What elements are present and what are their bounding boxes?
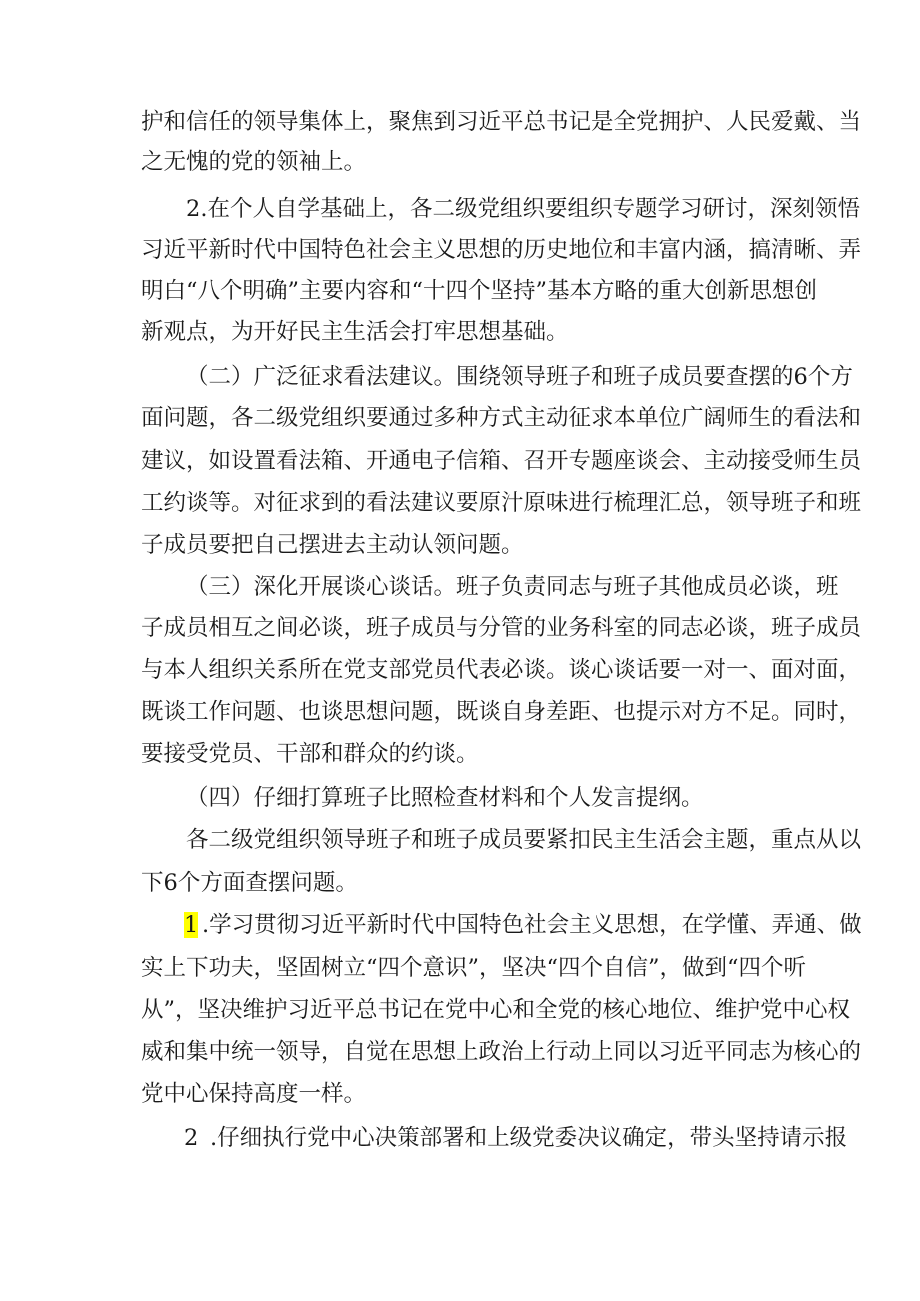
paragraph-first-line: 2.在个人自学基础上，各二级党组织要组织专题学习研讨，深刻领悟 xyxy=(186,196,860,222)
list-number-highlighted xyxy=(184,910,202,940)
highlight-mark: 1 xyxy=(184,912,199,938)
text-line: 从”，坚决维护习近平总书记在党中心和全党的核心地位、维护党中心权 xyxy=(141,997,851,1023)
text-line: 习近平新时代中国特色社会主义思想的历史地位和丰富内涵，搞清晰、弄 xyxy=(141,237,862,263)
text-line: 工约谈等。对征求到的看法建议要原汁原味进行梳理汇总，领导班子和班 xyxy=(141,490,862,516)
text-line: 子成员要把自己摆进去主动认领问题。 xyxy=(141,532,524,558)
section-heading: （四）仔细打算班子比照检查材料和个人发言提纲。 xyxy=(186,785,704,811)
text-line: 既谈工作问题、也谈思想问题，既谈自身差距、也提示对方不足。同时， xyxy=(141,699,862,725)
text-line: 护和信任的领导集体上，聚焦到习近平总书记是全党拥护、人民爱戴、当 xyxy=(141,109,862,135)
text-line: 威和集中统一领导，自觉在思想上政治上行动上同以习近平同志为核心的 xyxy=(141,1039,862,1065)
text-line: 面问题，各二级党组织要通过多种方式主动征求本单位广阔师生的看法和 xyxy=(141,405,862,431)
text-line: 实上下功夫，坚固树立“四个意识”，坚决“四个自信”，做到“四个听 xyxy=(141,955,807,981)
text-line: 党中心保持高度一样。 xyxy=(141,1081,367,1107)
text-line: 建议，如设置看法箱、开通电子信箱、召开专题座谈会、主动接受师生员 xyxy=(141,448,862,474)
paragraph-first-line: .仔细执行党中心决策部署和上级党委决议确定，带头坚持请示报 xyxy=(210,1125,848,1151)
text-line: 新观点，为开好民主生活会打牢思想基础。 xyxy=(141,319,569,345)
text-line: 下6个方面查摆问题。 xyxy=(141,870,358,896)
paragraph-first-line: （二）广泛征求看法建议。围绕领导班子和班子成员要查摆的6个方 xyxy=(186,364,853,390)
text-line: 子成员相互之间必谈，班子成员与分管的业务科室的同志必谈，班子成员 xyxy=(141,615,862,641)
paragraph-first-line: 各二级党组织领导班子和班子成员要紧扣民主生活会主题，重点从以 xyxy=(186,827,862,853)
text-line: 之无愧的党的领袖上。 xyxy=(141,149,367,175)
list-number: 2 xyxy=(184,1125,199,1151)
text-line: 要接受党员、干部和群众的约谈。 xyxy=(141,741,479,767)
paragraph-first-line: （三）深化开展谈心谈话。班子负责同志与班子其他成员必谈，班 xyxy=(186,574,839,600)
text-line: 明白“八个明确”主要内容和“十四个坚持”基本方略的重大创新思想创 xyxy=(141,278,818,304)
paragraph-first-line: .学习贯彻习近平新时代中国特色社会主义思想，在学懂、弄通、做 xyxy=(202,912,862,938)
text-line: 与本人组织关系所在党支部党员代表必谈。谈心谈话要一对一、面对面， xyxy=(141,657,862,683)
